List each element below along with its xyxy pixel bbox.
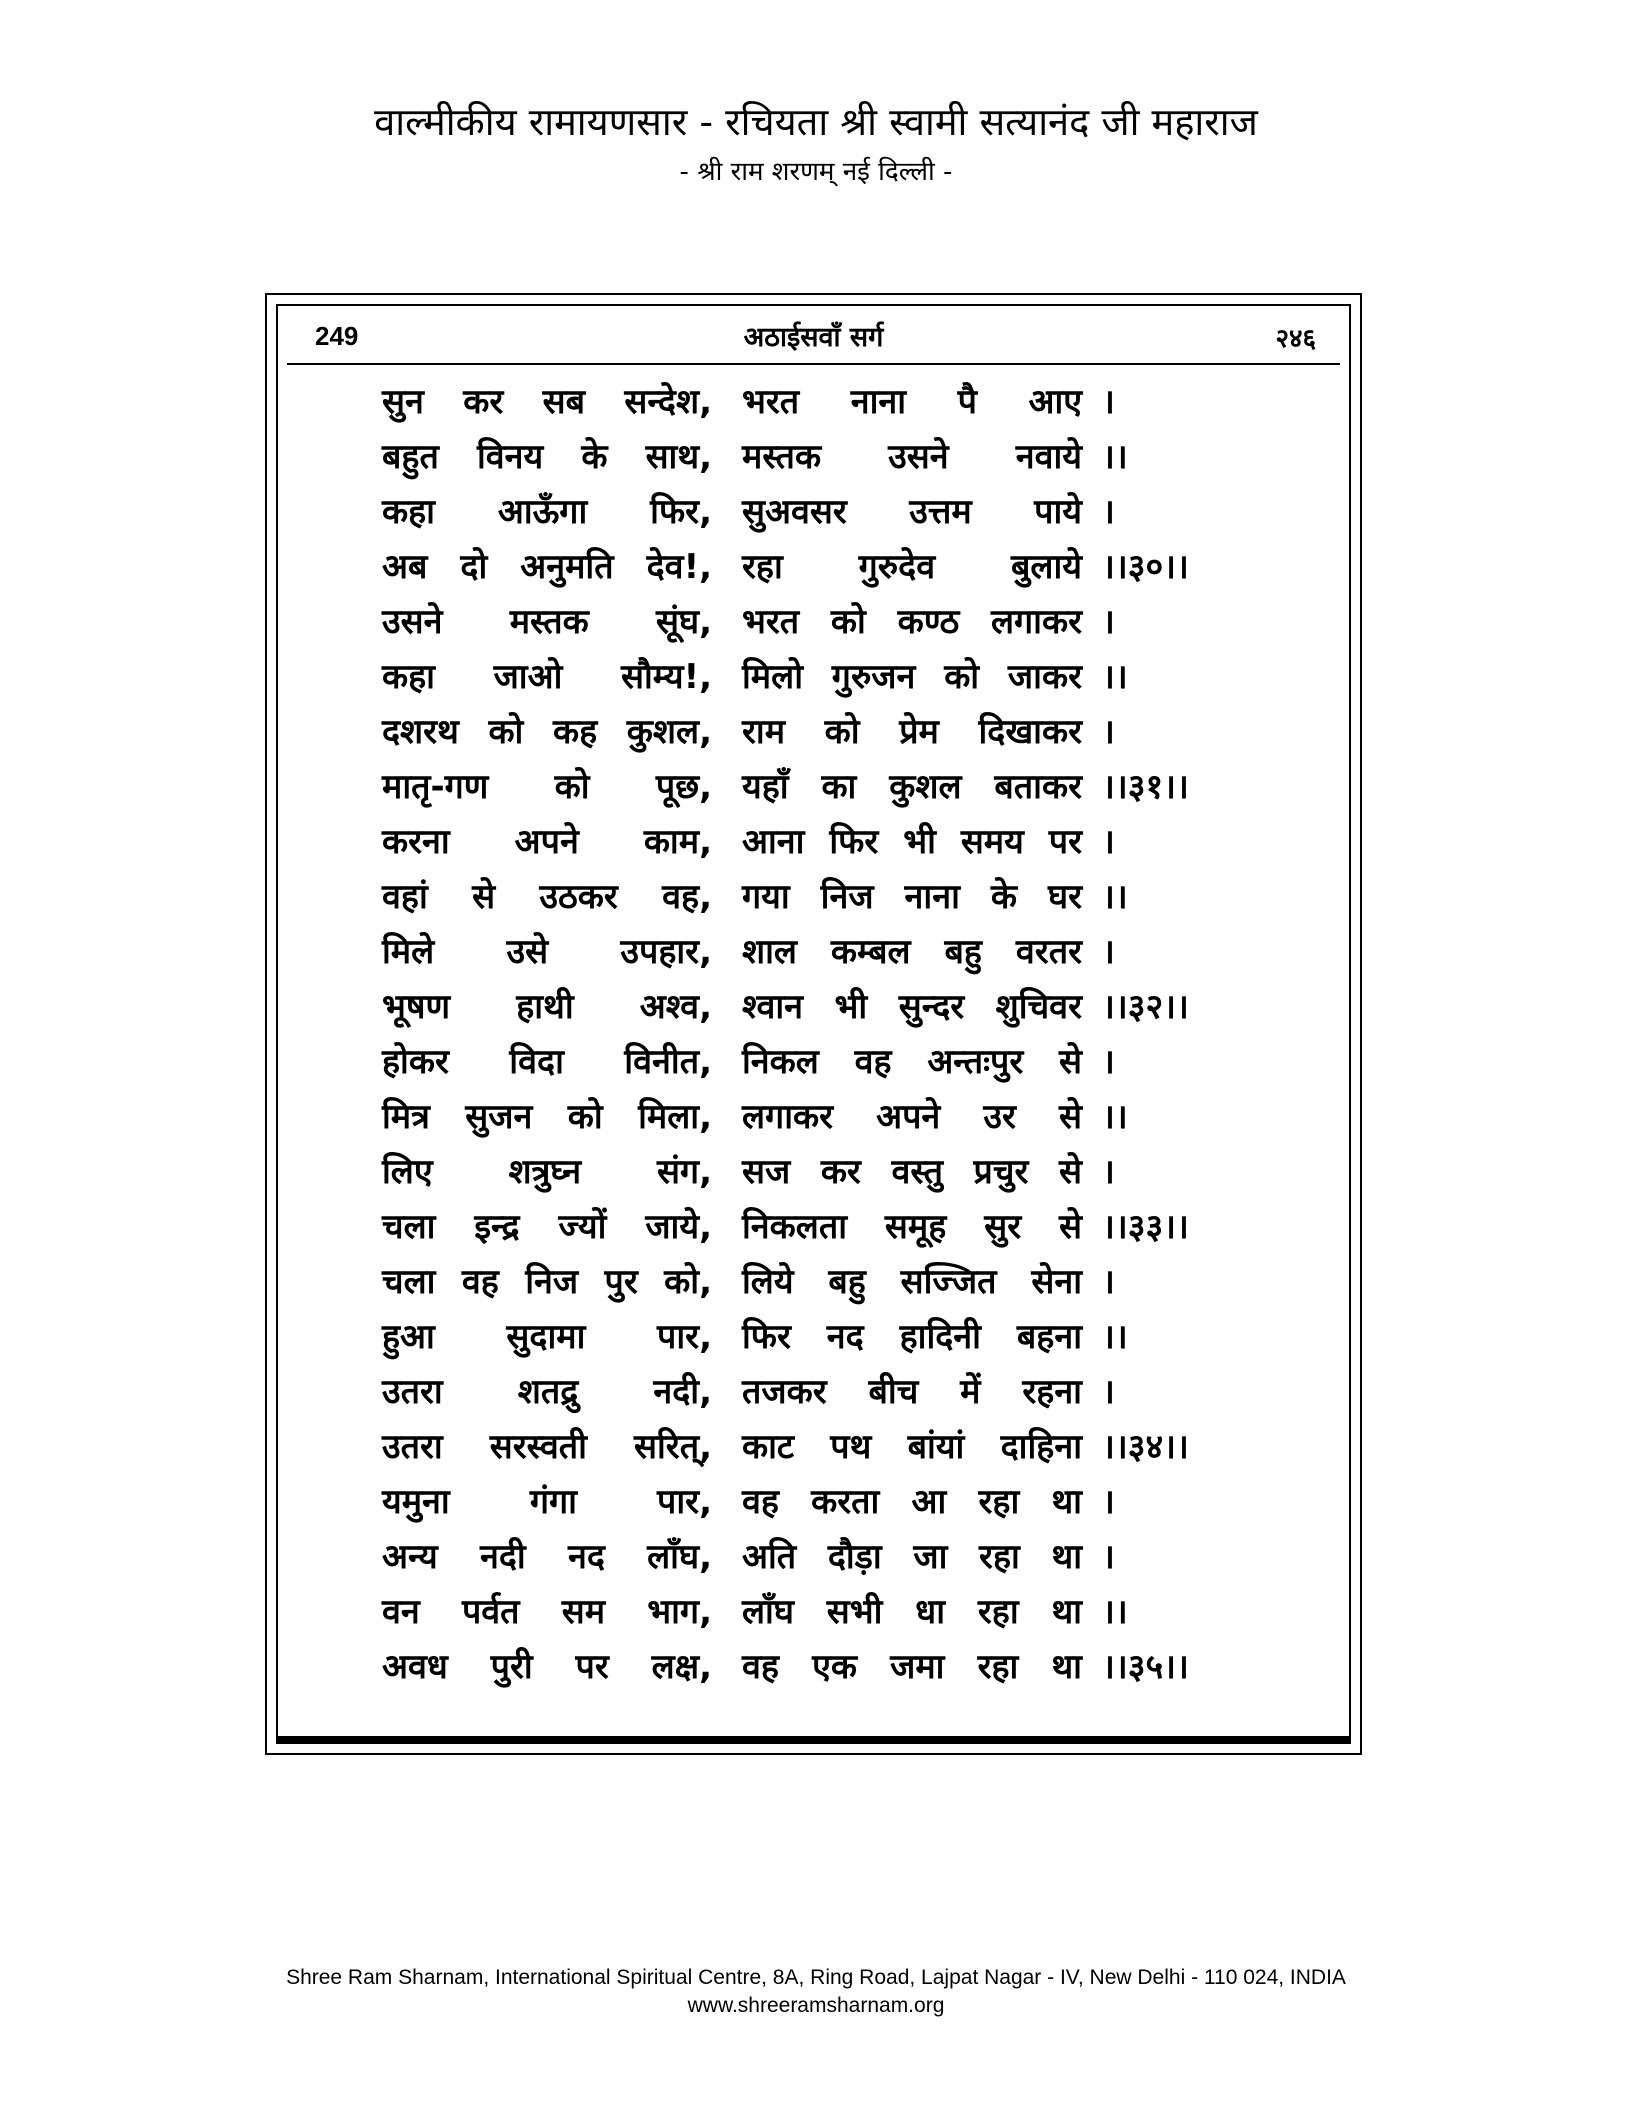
page-number-devanagari: २४६ <box>1275 324 1316 354</box>
verse-end-mark: ।। <box>1102 877 1128 917</box>
verse-second-half: लाँघ सभी धा रहा था <box>742 1592 1082 1632</box>
verse-line <box>382 1365 1262 1420</box>
verse-second-half: गया निज नाना के घर <box>742 877 1082 917</box>
verse-end-mark: ।।३२।। <box>1102 987 1189 1027</box>
verse-second-half: लिये बहु सज्जित सेना <box>742 1262 1082 1302</box>
verse-first-half: यमुना गंगा पार, <box>382 1482 712 1522</box>
page-header <box>0 96 1632 192</box>
verse-line <box>382 430 1262 485</box>
verse-second-half: सज कर वस्तु प्रचुर से <box>742 1152 1082 1192</box>
verse-end-mark: । <box>1102 1537 1115 1577</box>
verse-second-half: वह एक जमा रहा था <box>742 1647 1082 1687</box>
verse-second-half: रहा गुरुदेव बुलाये <box>742 547 1082 587</box>
verse-end-mark: । <box>1102 1372 1115 1412</box>
verse-end-mark: ।।३४।। <box>1102 1427 1189 1467</box>
verse-end-mark: । <box>1102 932 1115 972</box>
page-number-arabic: 249 <box>315 321 359 351</box>
verse-line <box>382 1145 1262 1200</box>
header-subtitle: - श्री राम शरणम् नई दिल्ली - <box>679 157 953 187</box>
verse-second-half: लगाकर अपने उर से <box>742 1097 1082 1137</box>
verse-second-half: शाल कम्बल बहु वरतर <box>742 932 1082 972</box>
verse-end-mark: ।। <box>1102 657 1128 697</box>
verse-list <box>382 375 1262 1695</box>
verse-second-half: भरत नाना पै आए <box>742 382 1082 422</box>
verse-first-half: कहा आऊँगा फिर, <box>382 492 712 532</box>
verse-first-half: दशरथ को कह कुशल, <box>382 712 712 752</box>
verse-first-half: मातृ-गण को पूछ, <box>382 767 712 807</box>
verse-first-half: होकर विदा विनीत, <box>382 1042 712 1082</box>
verse-first-half: कहा जाओ सौम्य!, <box>382 657 712 697</box>
verse-end-mark: । <box>1102 602 1115 642</box>
footer-address: Shree Ram Sharnam, International Spiritual Centre, 8A, Ring Road, Lajpat Nagar - IV, New Delhi - 110 024, INDIA <box>286 1966 1346 1989</box>
verse-second-half: मिलो गुरुजन को जाकर <box>742 657 1082 697</box>
verse-end-mark: ।। <box>1102 437 1128 477</box>
verse-first-half: उतरा शतद्रु नदी, <box>382 1372 712 1412</box>
verse-first-half: चला इन्द्र ज्यों जाये, <box>382 1207 712 1247</box>
verse-first-half: बहुत विनय के साथ, <box>382 437 712 477</box>
verse-first-half: करना अपने काम, <box>382 822 712 862</box>
verse-line <box>382 650 1262 705</box>
verse-first-half: वहां से उठकर वह, <box>382 877 712 917</box>
verse-line <box>382 1530 1262 1585</box>
verse-line <box>382 595 1262 650</box>
verse-line <box>382 1090 1262 1145</box>
verse-line <box>382 760 1262 815</box>
verse-end-mark: । <box>1102 382 1115 422</box>
verse-second-half: राम को प्रेम दिखाकर <box>742 712 1082 752</box>
verse-first-half: उसने मस्तक सूंघ, <box>382 602 712 642</box>
verse-end-mark: ।। <box>1102 1097 1128 1137</box>
verse-end-mark: । <box>1102 712 1115 752</box>
verse-line <box>382 1420 1262 1475</box>
verse-end-mark: ।।३१।। <box>1102 767 1189 807</box>
verse-line <box>382 1255 1262 1310</box>
verse-line <box>382 485 1262 540</box>
verse-second-half: काट पथ बांयां दाहिना <box>742 1427 1082 1467</box>
verse-line <box>382 1585 1262 1640</box>
verse-first-half: मित्र सुजन को मिला, <box>382 1097 712 1137</box>
verse-second-half: सुअवसर उत्तम पाये <box>742 492 1082 532</box>
verse-second-half: मस्तक उसने नवाये <box>742 437 1082 477</box>
verse-line <box>382 540 1262 595</box>
verse-first-half: अब दो अनुमति देव!, <box>382 547 712 587</box>
verse-second-half: आना फिर भी समय पर <box>742 822 1082 862</box>
verse-second-half: तजकर बीच में रहना <box>742 1372 1082 1412</box>
verse-first-half: वन पर्वत सम भाग, <box>382 1592 712 1632</box>
verse-end-mark: ।।३३।। <box>1102 1207 1189 1247</box>
verse-line <box>382 1200 1262 1255</box>
verse-end-mark: । <box>1102 1262 1115 1302</box>
verse-end-mark: ।। <box>1102 1317 1128 1357</box>
verse-second-half: निकल वह अन्तःपुर से <box>742 1042 1082 1082</box>
verse-first-half: हुआ सुदामा पार, <box>382 1317 712 1357</box>
verse-line <box>382 815 1262 870</box>
running-head <box>287 315 1340 365</box>
verse-end-mark: । <box>1102 1482 1115 1522</box>
verse-second-half: यहाँ का कुशल बताकर <box>742 767 1082 807</box>
verse-first-half: लिए शत्रुघ्न संग, <box>382 1152 712 1192</box>
verse-end-mark: । <box>1102 822 1115 862</box>
verse-first-half: अन्य नदी नद लाँघ, <box>382 1537 712 1577</box>
verse-second-half: अति दौड़ा जा रहा था <box>742 1537 1082 1577</box>
verse-line <box>382 1475 1262 1530</box>
verse-second-half: वह करता आ रहा था <box>742 1482 1082 1522</box>
page-footer <box>0 1964 1632 2020</box>
verse-end-mark: । <box>1102 1042 1115 1082</box>
verse-line <box>382 1035 1262 1090</box>
verse-second-half: श्वान भी सुन्दर शुचिवर <box>742 987 1082 1027</box>
footer-website: www.shreeramsharnam.org <box>687 1994 945 2017</box>
verse-first-half: अवध पुरी पर लक्ष, <box>382 1647 712 1687</box>
verse-line <box>382 925 1262 980</box>
verse-end-mark: ।।३५।। <box>1102 1647 1189 1687</box>
verse-line <box>382 870 1262 925</box>
verse-second-half: भरत को कण्ठ लगाकर <box>742 602 1082 642</box>
verse-second-half: फिर नद हादिनी बहना <box>742 1317 1082 1357</box>
verse-first-half: चला वह निज पुर को, <box>382 1262 712 1302</box>
verse-second-half: निकलता समूह सुर से <box>742 1207 1082 1247</box>
verse-end-mark: । <box>1102 1152 1115 1192</box>
verse-line <box>382 375 1262 430</box>
verse-line <box>382 705 1262 760</box>
verse-end-mark: ।। <box>1102 1592 1128 1632</box>
header-title: वाल्मीकीय रामायणसार - रचियता श्री स्वामी सत्यानंद जी महाराज <box>374 100 1258 144</box>
chapter-title: अठाईसवाँ सर्ग <box>743 322 884 353</box>
verse-first-half: मिले उसे उपहार, <box>382 932 712 972</box>
verse-line <box>382 1640 1262 1695</box>
verse-first-half: भूषण हाथी अश्व, <box>382 987 712 1027</box>
verse-first-half: उतरा सरस्वती सरित्, <box>382 1427 712 1467</box>
verse-end-mark: ।।३०।। <box>1102 547 1189 587</box>
verse-line <box>382 1310 1262 1365</box>
verse-end-mark: । <box>1102 492 1115 532</box>
text-frame-bottom-rule <box>276 1736 1351 1744</box>
verse-line <box>382 980 1262 1035</box>
text-frame <box>265 293 1362 1755</box>
verse-first-half: सुन कर सब सन्देश, <box>382 382 712 422</box>
